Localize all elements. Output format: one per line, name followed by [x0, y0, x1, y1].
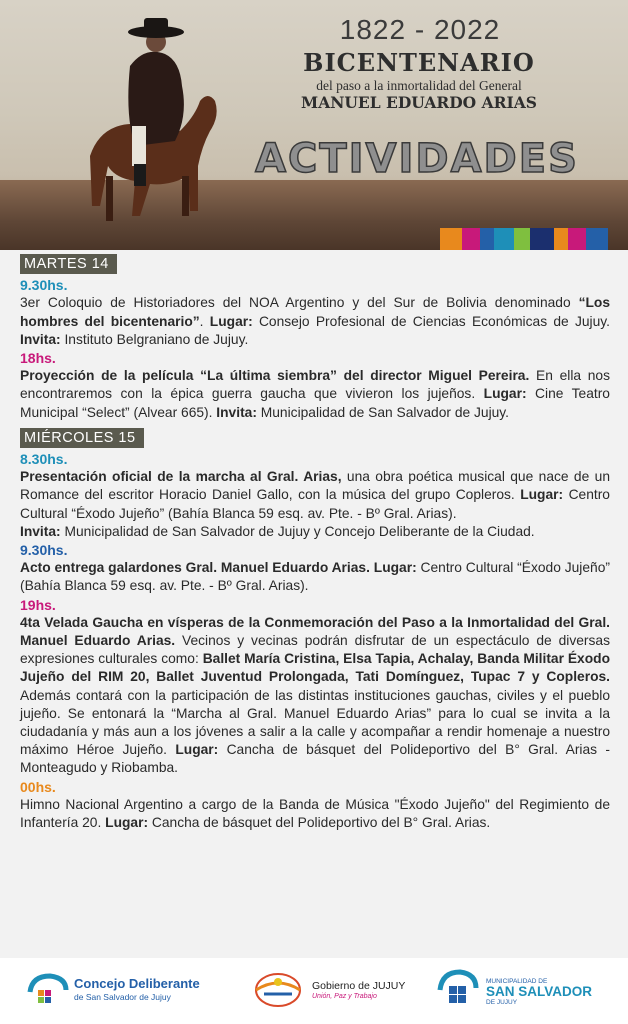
event-time: 9.30hs. — [20, 277, 68, 294]
event-text-part: Centro Cultural “Éxodo Jujeño” (Bahía Blanca 59 esq. av. Pte. - Bº Gral. Arias). — [20, 560, 610, 594]
event-text-part: Municipalidad de San Salvador de Jujuy y Concejo Deliberante de la Ciudad. — [60, 523, 535, 539]
strip-segment — [440, 228, 462, 250]
strip-segment — [530, 228, 554, 250]
logo1-title: Concejo Deliberante — [74, 976, 200, 991]
municipalidad-emblem-icon — [436, 968, 480, 1012]
strip-segment — [480, 228, 494, 250]
event-text-part: En ella nos encontraremos con la épica guerra gaucha que vivieron los jujeños. — [20, 368, 610, 402]
logo3-title: SAN SALVADOR — [486, 984, 593, 999]
logo3-top: MUNICIPALIDAD DE — [486, 978, 548, 985]
event-text-part: una obra poética musical que nace de un Romance del escritor Horacio Daniel Gallo, con la música del grupo Copleros. — [20, 469, 610, 503]
strip-segment — [494, 228, 514, 250]
logo1-subtitle: de San Salvador de Jujuy — [74, 992, 171, 1002]
event-text-part: Acto entrega galardones Gral. Manuel Eduardo Arias. — [20, 560, 374, 576]
event-description — [20, 367, 610, 422]
event-text-part: 3er Coloquio de Historiadores del NOA Argentino y del Sur de Bolivia denominado — [20, 295, 579, 311]
event-text-part: Ballet María Cristina, Elsa Tapia, Achalay, Banda Militar Éxodo Jujeño del RIM 20, Ballet Juventud Prolongada, Tati Domínguez, Tupac 7 y Copleros. — [20, 651, 611, 685]
event-text-part: Cancha de básquet del Polideportivo del B° Gral. Arias - Monteagudo y Riobamba. — [20, 742, 610, 776]
concejo-emblem-icon — [26, 972, 70, 1012]
event-text-part: Presentación oficial de la marcha al Gral. Arias, — [20, 469, 342, 485]
years-title: 1822 - 2022 — [339, 14, 501, 45]
schedule-content — [20, 254, 610, 832]
event-text-part: Lugar: — [373, 560, 417, 576]
color-strip — [440, 228, 608, 250]
strip-segment — [586, 228, 608, 250]
event-text-part: 4ta Velada Gaucha en vísperas de la Conmemoración del Paso a la Inmortalidad del Gral. Manuel Eduardo Arias. — [20, 614, 610, 649]
event-time: 9.30hs. — [20, 542, 68, 559]
event-text-part: Instituto Belgraniano de Jujuy. — [60, 331, 249, 347]
day-label: MIÉRCOLES 15 — [20, 428, 144, 448]
subtitle-line1: del paso a la inmortalidad del General — [316, 78, 522, 93]
logo2-subtitle: Unión, Paz y Trabajo — [312, 993, 377, 1000]
event-text-part: Invita: — [216, 404, 257, 420]
event-time: 00hs. — [20, 778, 56, 795]
actividades-title: ACTIVIDADES — [255, 136, 579, 182]
day-label: MARTES 14 — [20, 254, 117, 274]
event-text-part: Lugar: — [105, 815, 149, 831]
jujuy-shield-icon — [246, 968, 310, 1012]
header-banner — [0, 0, 628, 250]
event-text-part: Lugar: — [483, 386, 527, 402]
event-text-part: Lugar: — [175, 742, 219, 758]
event-text-part: Vecinos y vecinas podrán disfrutar de un espectáculo de diversas expresiones culturales como: — [20, 633, 610, 667]
event-text-part: Consejo Profesional de Ciencias Económicas de Jujuy. — [252, 313, 610, 329]
strip-segment — [568, 228, 586, 250]
event-text-part: “Los hombres del bicentenario” — [20, 295, 610, 329]
subtitle-line2: MANUEL EDUARDO ARIAS — [301, 93, 537, 112]
strip-segment — [554, 228, 568, 250]
event-description — [20, 559, 610, 595]
event-invite — [20, 523, 610, 541]
event-description — [20, 614, 610, 778]
event-text-part: Lugar: — [520, 487, 564, 503]
event-text-part: Centro Cultural “Éxodo Jujeño” (Bahía Blanca 59 esq. av. Pte. - Bº Gral. Arias). — [20, 487, 610, 521]
event-text-part: Invita: — [20, 331, 61, 347]
logo2-title: Gobierno de JUJUY — [312, 980, 406, 992]
footer-logos — [0, 958, 628, 1024]
event-description — [20, 796, 610, 832]
event-text-part: Además contará con la participación de las distintas instituciones gauchas, civiles y el pueblo jujeño. Se entonará la “Marcha al Gral. Manuel Eduardo Arias” para lo cual se invita a la ciudadanía y más aun a los jóvenes a salir a la calle y acompañar a rendir homenaje a nuestro máximo Héroe Jujeño. — [20, 687, 610, 758]
event-text-part: Invita: — [20, 523, 61, 539]
gaucho-rider-image — [70, 6, 230, 244]
bicentenario-title: BICENTENARIO — [303, 48, 535, 77]
event-time: 8.30hs. — [20, 451, 68, 468]
event-time: 19hs. — [20, 596, 56, 613]
strip-segment — [462, 228, 480, 250]
event-description — [20, 468, 610, 523]
event-text-part: Municipalidad de San Salvador de Jujuy. — [256, 404, 510, 420]
event-text-part: Cancha de básquet del Polideportivo del B° Gral. Arias. — [148, 815, 491, 831]
event-text-part: Cine Teatro Municipal “Select” (Alvear 665). — [20, 386, 610, 420]
event-time: 18hs. — [20, 350, 56, 367]
strip-segment — [514, 228, 530, 250]
logo3-subtitle: DE JUJUY — [486, 999, 518, 1006]
event-text-part: Proyección de la película “La última siembra” del director Miguel Pereira. — [20, 368, 530, 384]
event-text-part: Himno Nacional Argentino a cargo de la Banda de Música "Éxodo Jujeño" del Regimiento de Infantería 20. — [20, 796, 610, 831]
event-text-part: . — [199, 313, 210, 329]
event-description — [20, 294, 610, 349]
event-text-part: Lugar: — [209, 313, 253, 329]
